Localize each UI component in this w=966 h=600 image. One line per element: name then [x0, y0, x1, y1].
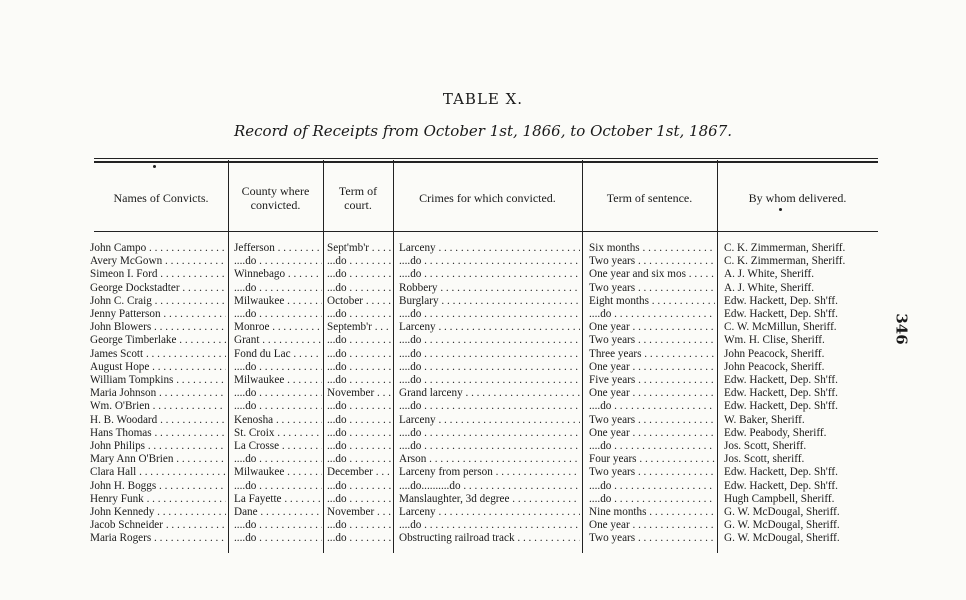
cell-delivered: Edw. Hackett, Dep. Sh'ff. [724, 374, 838, 386]
cell-term: ...do . . . [327, 493, 391, 506]
cell-sentence: ....do . . . [589, 308, 715, 321]
cell-name: William Tompkins . . . [90, 374, 226, 387]
cell-county: ....do . . . [234, 255, 322, 268]
cell-sentence: One year . . . [589, 519, 715, 532]
cell-crime: ....do . . . [399, 268, 580, 281]
cell-county: Jefferson . . . [234, 242, 322, 255]
cell-delivered: Edw. Hackett, Dep. Sh'ff. [724, 387, 838, 400]
cell-delivered: W. Baker, Sheriff. [724, 413, 805, 426]
header-names: Names of Convicts. [113, 191, 209, 205]
cell-crime: Larceny . . . [399, 506, 580, 519]
cell-name: George Timberlake . . . [90, 334, 226, 347]
cell-term: ...do . . . [327, 348, 391, 361]
cell-sentence: One year . . . [589, 361, 715, 374]
cell-name: John Blowers . . . [90, 321, 226, 334]
cell-sentence: ....do . . . [589, 440, 715, 453]
cell-name: August Hope . . . [90, 361, 226, 374]
cell-delivered: Edw. Hackett, Dep. Sh'ff. [724, 466, 838, 479]
cell-delivered: Hugh Campbell, Sheriff. [724, 492, 835, 505]
cell-name: John Campo . . . [90, 242, 226, 255]
cell-name: Henry Funk . . . [90, 493, 226, 506]
cell-term: Sept'mb'r . . . [327, 242, 391, 255]
header-term-of-sentence: Term of sentence. [606, 191, 693, 205]
cell-term: ...do . . . [327, 440, 391, 453]
cell-term: ...do . . . [327, 374, 391, 387]
cell-name: Jenny Patterson . . . [90, 308, 226, 321]
cell-sentence: Six months . . . [589, 242, 715, 255]
cell-name: Wm. O'Brien . . . [90, 400, 226, 413]
cell-delivered: Edw. Hackett, Dep. Sh'ff. [724, 308, 838, 320]
cell-delivered: Jos. Scott, Sheriff. [724, 440, 807, 452]
cell-term: November . . . [327, 387, 391, 400]
cell-crime: ....do . . . [399, 255, 580, 268]
cell-sentence: One year and six mos . . . [589, 268, 715, 281]
cell-crime: ....do . . . [399, 519, 580, 532]
cell-sentence: Two years . . . [589, 334, 715, 347]
cell-sentence: Two years . . . [589, 466, 715, 479]
cell-sentence: ....do . . . [589, 480, 715, 493]
cell-term: ...do . . . [327, 427, 391, 440]
table-title: TABLE X. [442, 90, 524, 108]
cell-sentence: One year . . . [589, 427, 715, 440]
cell-county: ....do . . . [234, 387, 322, 400]
cell-term: ...do . . . [327, 400, 391, 413]
cell-delivered: Edw. Peabody, Sheriff. [724, 426, 827, 439]
cell-name: Maria Johnson . . . [90, 387, 226, 400]
table-subtitle: Record of Receipts from October 1st, 1866, to October 1st, 1867. [233, 122, 733, 140]
cell-county: ....do . . . [234, 519, 322, 532]
cell-crime: Manslaughter, 3d degree . . . [399, 493, 580, 506]
cell-term: October . . . [327, 295, 391, 308]
cell-sentence: Four years . . . [589, 453, 715, 466]
cell-crime: ....do . . . [399, 361, 580, 374]
cell-county: ....do . . . [234, 308, 322, 321]
cell-term: ...do . . . [327, 334, 391, 347]
cell-delivered: C. K. Zimmerman, Sheriff. [724, 242, 846, 254]
cell-term: ...do . . . [327, 255, 391, 268]
cell-crime: Larceny from person . . . [399, 466, 580, 479]
cell-crime: Robbery . . . [399, 282, 580, 295]
header-crimes: Crimes for which convicted. [419, 191, 556, 205]
header-term-of-court: Term of court. [338, 184, 378, 212]
cell-sentence: Nine months . . . [589, 506, 715, 519]
cell-name: John H. Boggs . . . [90, 480, 226, 493]
cell-county: La Crosse . . . [234, 440, 322, 453]
cell-county: ....do . . . [234, 453, 322, 466]
cell-sentence: Three years . . . [589, 348, 715, 361]
cell-crime: ....do . . . [399, 400, 580, 413]
cell-county: Milwaukee . . . [234, 295, 322, 308]
cell-sentence: Two years . . . [589, 532, 715, 545]
cell-crime: ....do . . . [399, 308, 580, 321]
cell-delivered: C. K. Zimmerman, Sheriff. [724, 255, 846, 268]
cell-county: Milwaukee . . . [234, 466, 322, 479]
cell-crime: ....do . . . [399, 440, 580, 453]
cell-term: ...do . . . [327, 282, 391, 295]
cell-crime: ....do . . . [399, 374, 580, 387]
cell-term: December . . . [327, 466, 391, 479]
cell-crime: Larceny . . . [399, 242, 580, 255]
cell-crime: ....do . . . [399, 348, 580, 361]
top-rule [94, 158, 878, 159]
cell-delivered: G. W. McDougal, Sheriff. [724, 519, 840, 532]
cell-name: George Dockstadter . . . [90, 282, 226, 295]
cell-delivered: Edw. Hackett, Dep. Sh'ff. [724, 400, 838, 413]
cell-sentence: Five years . . . [589, 374, 715, 387]
cell-county: Winnebago . . . [234, 268, 322, 281]
cell-county: ....do . . . [234, 400, 322, 413]
top-rule-thick [94, 161, 878, 163]
header-delivered-by: By whom delivered. [748, 191, 847, 205]
cell-crime: Larceny . . . [399, 321, 580, 334]
cell-term: ...do . . . [327, 361, 391, 374]
cell-county: La Fayette . . . [234, 493, 322, 506]
cell-county: Kenosha . . . [234, 414, 322, 427]
page-number: 346 [892, 313, 911, 345]
cell-delivered: Wm. H. Clise, Sheriff. [724, 334, 825, 347]
cell-name: Jacob Schneider . . . [90, 519, 226, 532]
cell-sentence: ....do . . . [589, 400, 715, 413]
cell-crime: Arson . . . [399, 453, 580, 466]
print-speck [153, 165, 156, 168]
cell-name: John C. Craig . . . [90, 295, 226, 308]
cell-sentence: Eight months . . . [589, 295, 715, 308]
cell-county: Monroe . . . [234, 321, 322, 334]
cell-delivered: G. W. McDougal, Sheriff. [724, 506, 840, 518]
header-rule [94, 231, 878, 232]
cell-delivered: John Peacock, Sheriff. [724, 360, 825, 373]
cell-name: James Scott . . . [90, 348, 226, 361]
cell-sentence: ....do . . . [589, 493, 715, 506]
cell-delivered: Edw. Hackett, Dep. Sh'ff. [724, 479, 838, 492]
cell-name: Mary Ann O'Brien . . . [90, 453, 226, 466]
cell-term: ...do . . . [327, 414, 391, 427]
cell-delivered: Jos. Scott, sheriff. [724, 453, 805, 466]
cell-term: ...do . . . [327, 519, 391, 532]
cell-name: Maria Rogers . . . [90, 532, 226, 545]
cell-name: John Kennedy . . . [90, 506, 226, 519]
cell-sentence: Two years . . . [589, 255, 715, 268]
cell-name: Simeon I. Ford . . . [90, 268, 226, 281]
cell-county: ....do . . . [234, 361, 322, 374]
cell-crime: ....do . . . [399, 427, 580, 440]
cell-county: ....do . . . [234, 480, 322, 493]
cell-term: ...do . . . [327, 308, 391, 321]
cell-name: John Philips . . . [90, 440, 226, 453]
cell-crime: Burglary . . . [399, 295, 580, 308]
cell-delivered: G. W. McDougal, Sheriff. [724, 532, 840, 545]
cell-crime: Larceny . . . [399, 414, 580, 427]
cell-term: November . . . [327, 506, 391, 519]
cell-delivered: Edw. Hackett, Dep. Sh'ff. [724, 294, 838, 307]
cell-crime: Grand larceny . . . [399, 387, 580, 400]
cell-county: Grant . . . [234, 334, 322, 347]
cell-term: Septemb'r . . . [327, 321, 391, 334]
cell-delivered: A. J. White, Sheriff. [724, 268, 815, 281]
cell-delivered: A. J. White, Sheriff. [724, 281, 815, 294]
cell-county: Fond du Lac . . . [234, 348, 322, 361]
cell-term: ...do . . . [327, 453, 391, 466]
print-speck [779, 208, 782, 211]
cell-term: ...do . . . [327, 480, 391, 493]
cell-term: ...do . . . [327, 268, 391, 281]
cell-sentence: One year . . . [589, 387, 715, 400]
cell-sentence: Two years . . . [589, 414, 715, 427]
cell-delivered: John Peacock, Sheriff. [724, 347, 825, 360]
cell-county: Milwaukee . . . [234, 374, 322, 387]
cell-sentence: One year . . . [589, 321, 715, 334]
cell-sentence: Two years . . . [589, 282, 715, 295]
cell-name: Clara Hall . . . [90, 466, 226, 479]
cell-delivered: C. W. McMillun, Sheriff. [724, 321, 837, 334]
cell-crime: ....do..........do . . . [399, 480, 580, 493]
cell-name: Avery McGown . . . [90, 255, 226, 268]
cell-county: ....do . . . [234, 532, 322, 545]
cell-term: ...do . . . [327, 532, 391, 545]
cell-county: St. Croix . . . [234, 427, 322, 440]
cell-crime: Obstructing railroad track . . . [399, 532, 580, 545]
cell-county: Dane . . . [234, 506, 322, 519]
header-county: County where convicted. [241, 184, 310, 212]
cell-name: H. B. Woodard . . . [90, 414, 226, 427]
cell-crime: ....do . . . [399, 334, 580, 347]
cell-name: Hans Thomas . . . [90, 427, 226, 440]
cell-county: ....do . . . [234, 282, 322, 295]
